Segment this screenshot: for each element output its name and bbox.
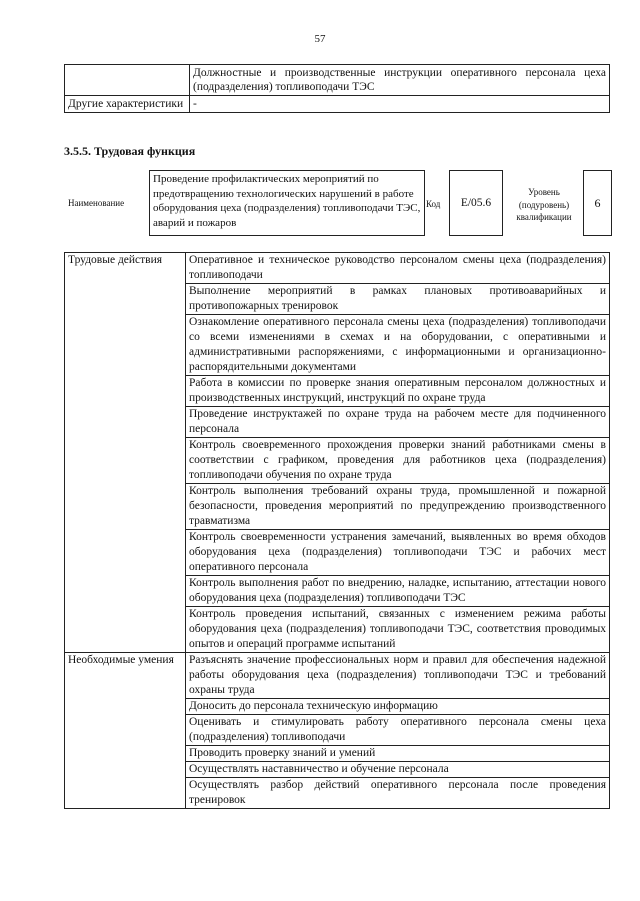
row-label xyxy=(65,65,190,96)
function-name: Проведение профилактических мероприятий по предотвращению технологических нарушений в работе оборудования цеха (подразделения) топливоподачи ТЭС, аварий и пожаров xyxy=(149,170,425,236)
labor-function-table xyxy=(64,252,610,809)
skill-item: Оценивать и стимулировать работу оперативного персонала смены цеха (подразделения) топливоподачи xyxy=(186,715,610,746)
page-number: 57 xyxy=(314,33,326,45)
labor-action-item: Контроль проведения испытаний, связанных с изменением режима работы оборудования цеха (подразделения) топливоподачи ТЭС, соответствия проводимых опытов и операций программе испытаний xyxy=(186,607,610,653)
qualification-level: 6 xyxy=(583,170,612,236)
skill-item: Разъяснять значение профессиональных норм и правил для обеспечения надежной работы оборудования цеха (подразделения) топливоподачи ТЭС и требований охраны труда xyxy=(186,653,610,699)
function-code: E/05.6 xyxy=(449,170,503,236)
skill-item: Осуществлять наставничество и обучение персонала xyxy=(186,762,610,778)
labor-action-item: Проведение инструктажей по охране труда на рабочем месте для подчиненного персонала xyxy=(186,407,610,438)
labor-action-item: Выполнение мероприятий в рамках плановых противоаварийных и противопожарных тренировок xyxy=(186,284,610,315)
row-value: Должностные и производственные инструкции оперативного персонала цеха (подразделения) топливоподачи ТЭС xyxy=(190,65,610,96)
table-row xyxy=(65,65,610,96)
section-title: 3.5.5. Трудовая функция xyxy=(64,144,196,158)
labor-action-item: Работа в комиссии по проверке знания оперативным персоналом должностных и производственных инструкций, инструкций по охране труда xyxy=(186,376,610,407)
labor-action-item: Контроль выполнения работ по внедрению, наладке, испытанию, аттестации нового оборудования цеха (подразделения) топливоподачи ТЭС xyxy=(186,576,610,607)
table-row xyxy=(65,96,610,113)
code-label: Код xyxy=(426,199,441,209)
labor-function-header xyxy=(64,170,610,236)
labor-action-item: Контроль выполнения требований охраны труда, промышленной и пожарной безопасности, проведения мероприятий по предупреждению производственного травматизма xyxy=(186,484,610,530)
level-label: Уровень (подуровень) квалификации xyxy=(516,187,572,222)
row-value: - xyxy=(190,96,610,113)
labor-action-item: Оперативное и техническое руководство персоналом смены цеха (подразделения) топливоподачи xyxy=(186,253,610,284)
top-characteristics-table xyxy=(64,64,610,113)
skill-item: Проводить проверку знаний и умений xyxy=(186,746,610,762)
labor-action-item: Контроль своевременного прохождения проверки знаний работниками смены в соответствии с графиком, проведения для работников цеха (подразделения) топливоподачи обучения по охране труда xyxy=(186,438,610,484)
labor-actions-label: Трудовые действия xyxy=(65,253,186,653)
table-row xyxy=(65,253,610,284)
name-label: Наименование xyxy=(68,198,125,208)
labor-action-item: Контроль своевременности устранения замечаний, выявленных во время обходов оборудования цеха (подразделения) топливоподачи ТЭС и рабочих мест оперативного персонала xyxy=(186,530,610,576)
skill-item: Доносить до персонала техническую информацию xyxy=(186,699,610,715)
skill-item: Осуществлять разбор действий оперативного персонала после проведения тренировок xyxy=(186,778,610,809)
row-label: Другие характеристики xyxy=(65,96,190,113)
skills-label: Необходимые умения xyxy=(65,653,186,809)
table-row xyxy=(65,653,610,699)
labor-action-item: Ознакомление оперативного персонала смены цеха (подразделения) топливоподачи со всеми изменениями в схемах и на оборудовании, с оперативными и административными распоряжениями, с информационными и организационно-распорядительными документами xyxy=(186,315,610,376)
